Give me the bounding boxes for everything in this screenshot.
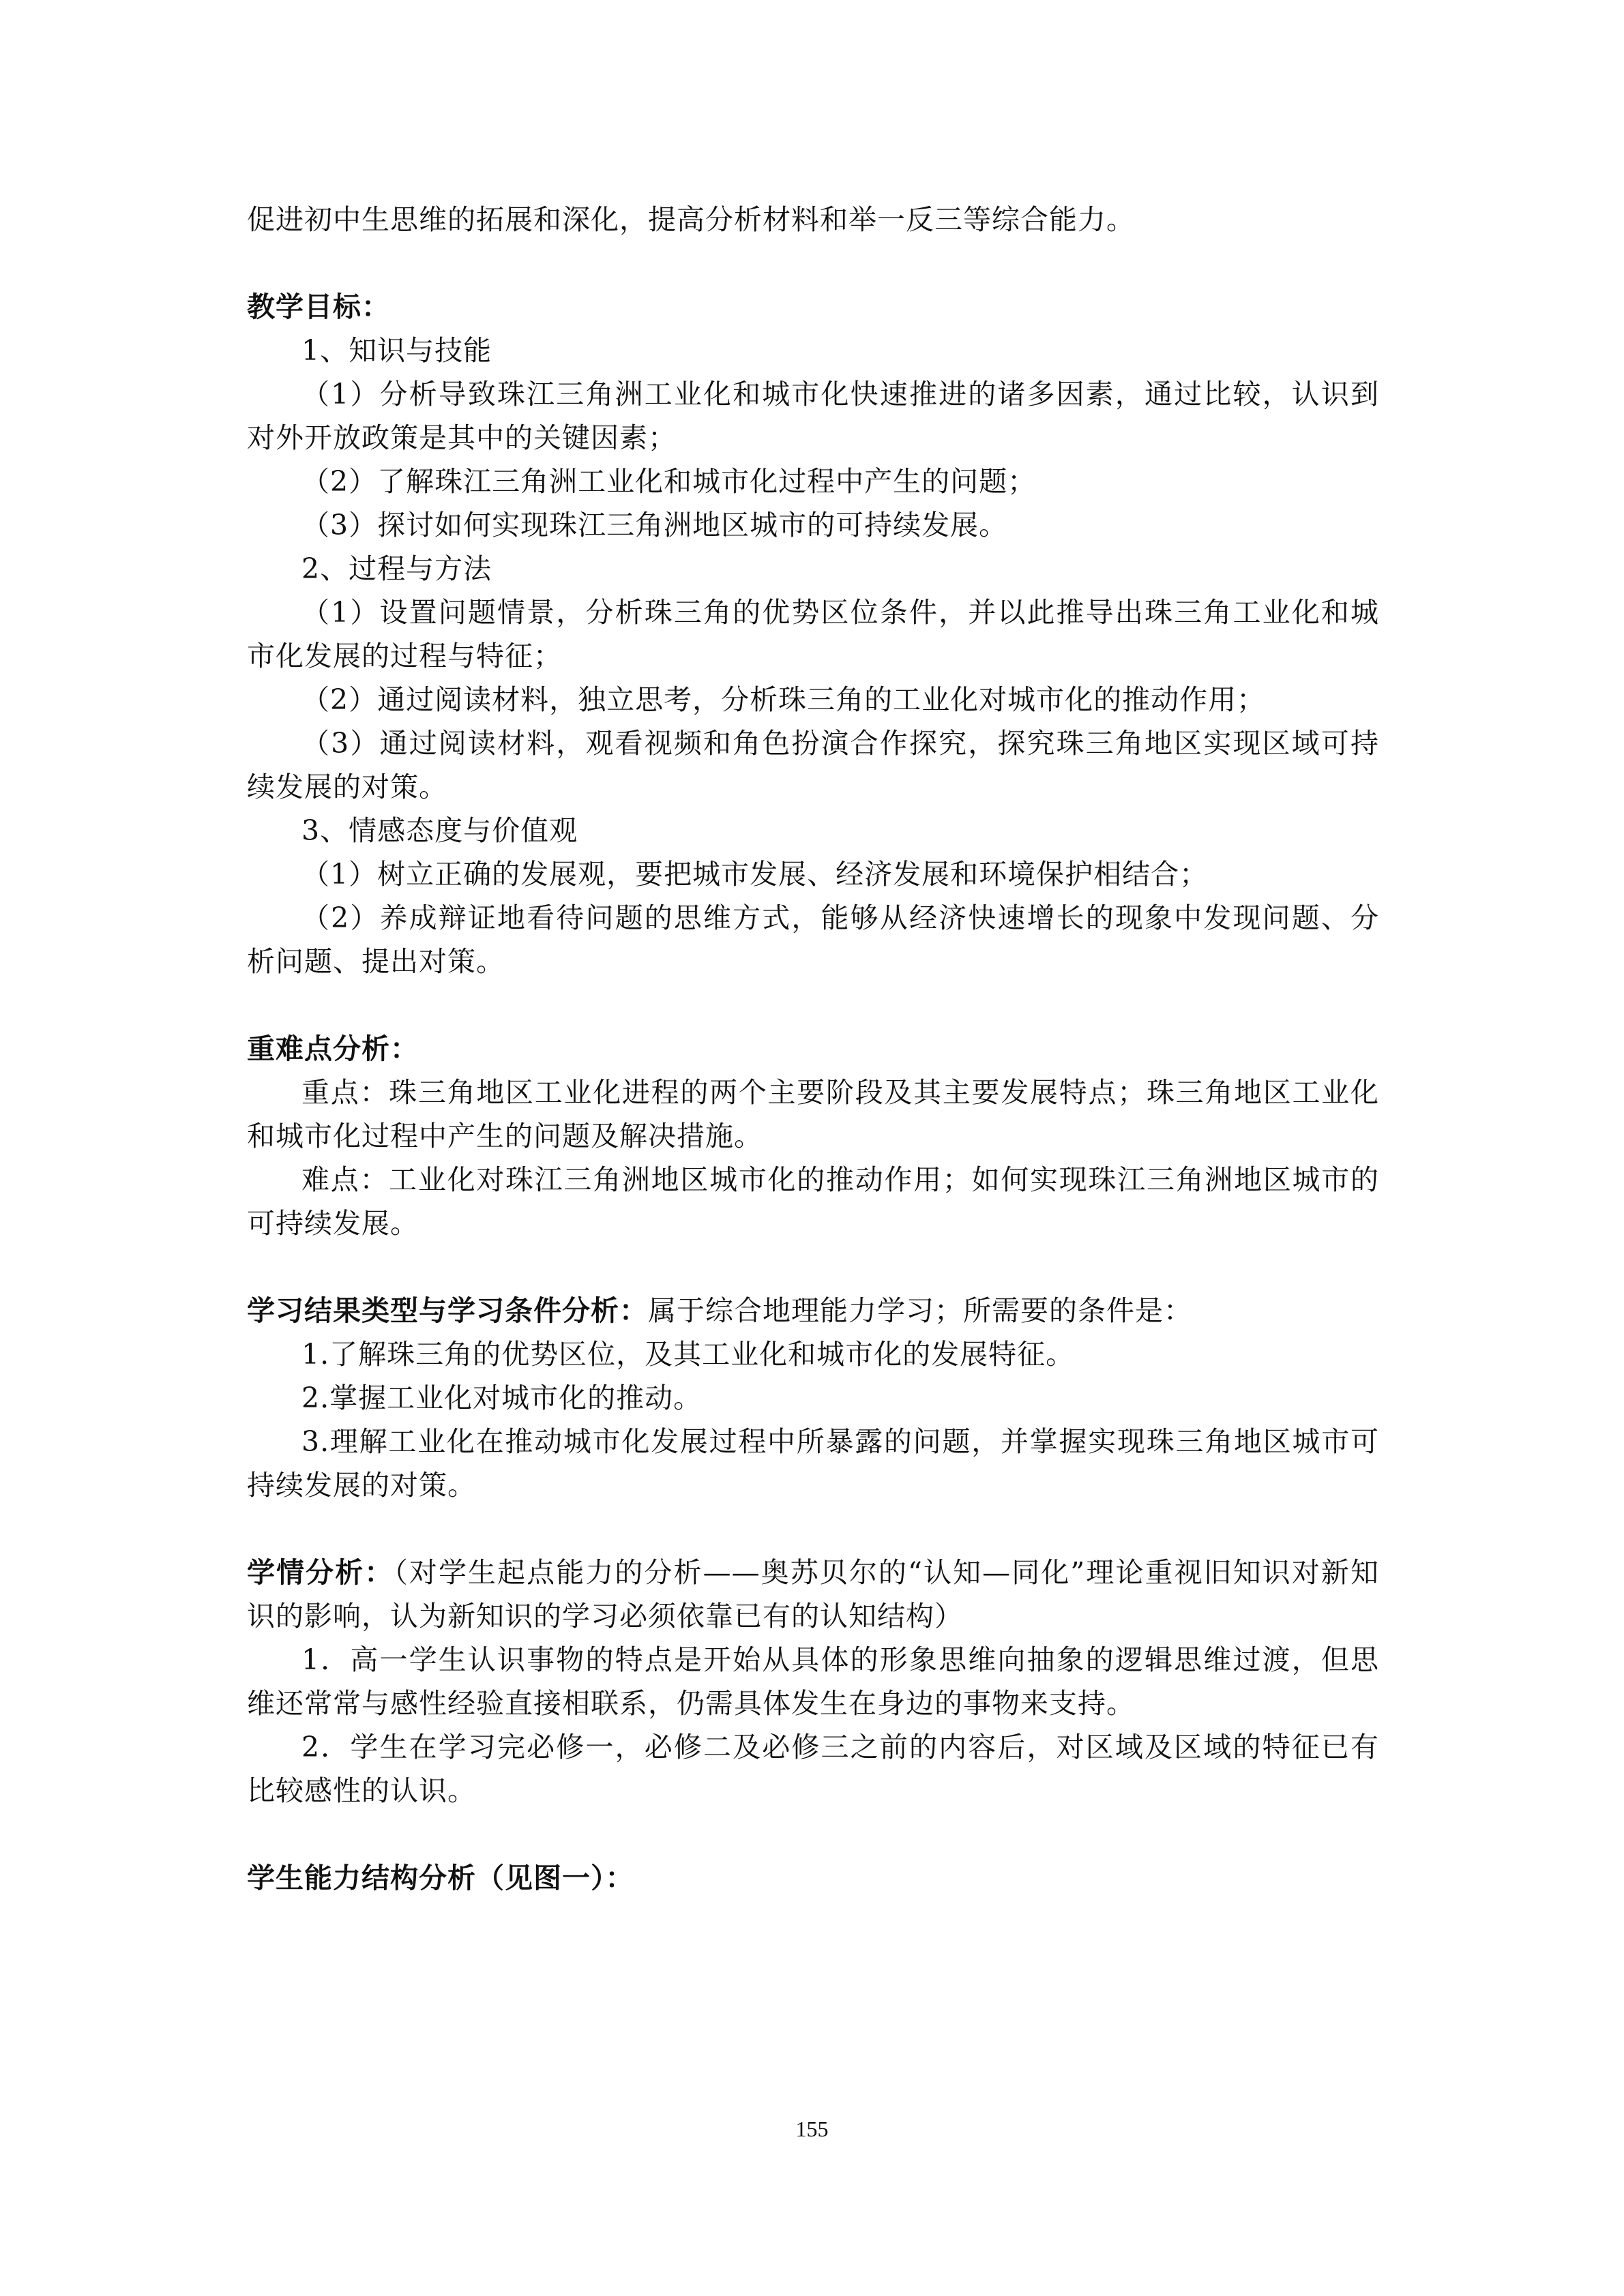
objectives-heading: 教学目标：: [247, 290, 390, 323]
student-analysis-item: 2．学生在学习完必修一，必修二及必修三之前的内容后，对区域及区域的特征已有比较感性的认识。: [247, 1731, 1379, 1807]
learning-outcome-heading-rest: 属于综合地理能力学习；所需要的条件是：: [648, 1294, 1192, 1327]
key-point-text: 重点：珠三角地区工业化进程的两个主要阶段及其主要发展特点；珠三角地区工业化和城市化过程中产生的问题及解决措施。: [247, 1076, 1379, 1152]
student-analysis-heading-line: [247, 1551, 1379, 1638]
process-item: （1）设置问题情景，分析珠三角的优势区位条件，并以此推导出珠三角工业化和城市化发展的过程与特征；: [247, 596, 1379, 672]
knowledge-item: （3）探讨如何实现珠江三角洲地区城市的可持续发展。: [301, 509, 1008, 541]
student-analysis-item: 1．高一学生认识事物的特点是开始从具体的形象思维向抽象的逻辑思维过渡，但思维还常常与感性经验直接相联系，仍需具体发生在身边的事物来支持。: [247, 1643, 1379, 1720]
intro-paragraph: 促进初中生思维的拓展和深化，提高分析材料和举一反三等综合能力。: [247, 203, 1135, 236]
student-analysis-heading: 学情分析：: [247, 1556, 394, 1589]
knowledge-item: （2）了解珠江三角洲工业化和城市化过程中产生的问题；: [301, 465, 1037, 498]
knowledge-item: （1）分析导致珠江三角洲工业化和城市化快速推进的诸多因素，通过比较，认识到对外开放政策是其中的关键因素；: [247, 378, 1379, 454]
process-title: 2、过程与方法: [301, 552, 492, 585]
learning-outcome-item: 2.掌握工业化对城市化的推动。: [301, 1382, 703, 1414]
emotion-item: （1）树立正确的发展观，要把城市发展、经济发展和环境保护相结合；: [301, 858, 1209, 891]
ability-structure-heading: 学生能力结构分析（见图一）：: [247, 1862, 634, 1894]
emotion-item: （2）养成辩证地看待问题的思维方式，能够从经济快速增长的现象中发现问题、分析问题、提出对策。: [247, 901, 1379, 978]
key-points-heading: 重难点分析：: [247, 1032, 419, 1065]
page-number: 155: [795, 2117, 829, 2141]
learning-outcome-heading: 学习结果类型与学习条件分析：: [247, 1294, 648, 1327]
difficult-point-text: 难点：工业化对珠江三角洲地区城市化的推动作用；如何实现珠江三角洲地区城市的可持续发展。: [247, 1163, 1379, 1240]
emotion-title: 3、情感态度与价值观: [301, 814, 578, 847]
knowledge-title: 1、知识与技能: [301, 334, 492, 367]
learning-outcome-heading-line: [247, 1289, 1379, 1332]
process-item: （3）通过阅读材料，观看视频和角色扮演合作探究，探究珠三角地区实现区域可持续发展的对策。: [247, 727, 1379, 803]
student-analysis-heading-rest: （对学生起点能力的分析——奥苏贝尔的“认知—同化”理论重视旧知识对新知识的影响，认为新知识的学习必须依靠已有的认知结构）: [247, 1556, 1380, 1632]
process-item: （2）通过阅读材料，独立思考，分析珠三角的工业化对城市化的推动作用；: [301, 683, 1266, 716]
learning-outcome-item: 3.理解工业化在推动城市化发展过程中所暴露的问题，并掌握实现珠三角地区城市可持续发展的对策。: [247, 1425, 1379, 1502]
learning-outcome-item: 1.了解珠三角的优势区位，及其工业化和城市化的发展特征。: [301, 1338, 1075, 1371]
page-content: [247, 198, 1379, 1900]
